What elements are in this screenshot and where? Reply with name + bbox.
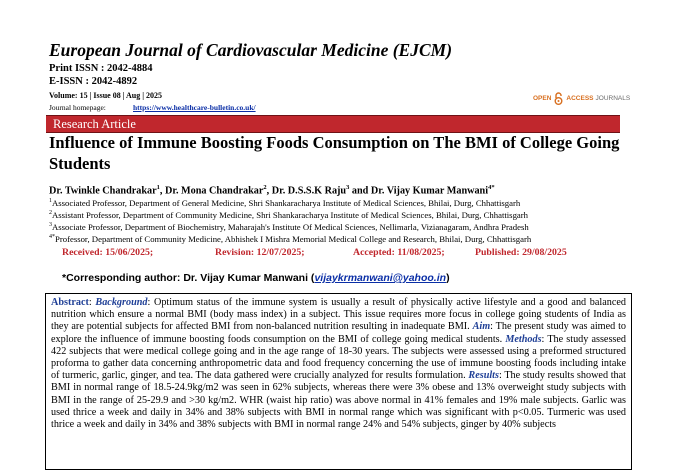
abstract-heading: Results	[468, 370, 499, 382]
author-sup: 1	[156, 184, 160, 191]
affiliation-text: Assistant Professor, Department of Community Medicine, Shri Shankaracharya Institute of Medical Sciences, Bhilai, Durg, Chhattisgarh	[52, 210, 529, 220]
corresponding-label: *Corresponding author: Dr. Vijay Kumar Manwani (	[62, 272, 315, 284]
abstract-section-text: : Optimum status of the immune system is usually a result of physically active lifestyle and a good and balanced nutrition which ensure a normal BMI (body mass index) in a subject. This issue requires more focus in college going students of India as they are potential subjects for affected BMI from non-balanced nutrition resulting in inadequate BMI.	[51, 297, 626, 333]
abstract-section-text: : The present study was aimed to explore the influence of immune boosting foods consumption on the BMI of college going medical students.	[51, 321, 627, 345]
abstract-text	[51, 297, 626, 431]
homepage-link[interactable]: https://www.healthcare-bulletin.co.uk/	[133, 103, 256, 112]
abstract-box	[45, 293, 632, 470]
corresponding-author	[62, 272, 450, 284]
author-separator: ,	[266, 185, 272, 197]
author-list	[49, 184, 495, 196]
affiliation-sup: 1	[49, 198, 52, 205]
received-date: Received: 15/06/2025;	[62, 247, 154, 258]
affiliation-sup: 4*	[49, 234, 55, 241]
author-name: Dr. Twinkle Chandrakar	[49, 185, 157, 197]
abstract-heading: Aim	[472, 321, 491, 333]
affiliation-sup: 3	[49, 222, 52, 229]
logo-journals-text: JOURNALS	[595, 94, 631, 102]
open-lock-icon	[553, 92, 564, 105]
abstract-label: Abstract	[51, 297, 89, 308]
affiliation	[49, 234, 531, 244]
journal-title: European Journal of Cardiovascular Medicine (EJCM)	[49, 40, 453, 60]
affiliation	[49, 222, 529, 232]
author-sup: 3	[346, 184, 350, 191]
abstract-label-sep: :	[88, 297, 96, 308]
article-title: Influence of Immune Boosting Foods Consumption on The BMI of College Going Students	[49, 133, 620, 173]
affiliation-text: Associate Professor, Department of Biochemistry, Maharajah's Institute Of Medical Sciences, Nellimarla, Vizianagaram, Andhra Pradesh	[52, 222, 529, 232]
volume-issue-line: Volume: 15 | Issue 08 | Aug | 2025	[49, 91, 163, 100]
corresponding-close: )	[446, 272, 450, 284]
author-name: Dr. Mona Chandrakar	[165, 185, 264, 197]
published-date: Published: 29/08/2025	[475, 247, 567, 258]
abstract-section-text: : The study results showed that BMI in normal range of 18.5-24.9kg/m2 was seen in 62% subjects, whereas there were 3% obese and 13% overweight study subjects with BMI in the range of 25-29.9 and >30 kg/m2. WHR (waist hip ratio) was above normal in 41% females and 19% male subjects. Garlic was used thrice a week and daily in 34% and 38% subjects with BMI in normal range which was significant with p<0.05. Turmeric was used thrice a week and daily in 34% and 38% subjects with BMI in normal range 24% and 54% subjects, ginger by 40% subjects	[51, 370, 627, 431]
affiliation-text: Professor, Department of Community Medicine, Abhishek I Mishra Memorial Medical College and Research, Bhilai, Durg, Chhattisgarh	[55, 234, 532, 244]
author-name: Dr. D.S.S.K Raju	[271, 185, 347, 197]
print-issn: Print ISSN : 2042-4884	[49, 63, 153, 74]
affiliation-sup: 2	[49, 210, 52, 217]
homepage-label: Journal homepage:	[49, 103, 106, 112]
logo-open-text: OPEN	[533, 94, 552, 102]
author-name: Dr. Vijay Kumar Manwani	[370, 185, 489, 197]
e-issn: E-ISSN : 2042-4892	[49, 76, 138, 87]
author-sup: 2	[263, 184, 267, 191]
affiliation	[49, 210, 528, 220]
author-separator: and	[349, 185, 371, 197]
revision-date: Revision: 12/07/2025;	[215, 247, 305, 258]
abstract-heading: Background	[95, 297, 148, 308]
affiliation-text: Associated Professor, Department of General Medicine, Shri Shankaracharya Institute of Medical Sciences, Bhilai, Durg, Chhattisgarh	[52, 198, 521, 208]
article-dates	[50, 247, 625, 259]
corresponding-email-link[interactable]: vijaykrmanwani@yahoo.in	[314, 272, 447, 284]
abstract-section-text: : The study assessed 422 subjects that were medical college going and in the age range of 18-30 years. The subjects were assessed using a preformed structured proforma to gather data concerning anthropometric data and food frequency concerning the use of immune boosting foods including intake of turmeric, garlic, ginger, and tea. The data gathered were crucially analyzed for results formulation.	[51, 333, 626, 382]
article-type-banner	[46, 115, 620, 133]
open-access-logo	[533, 90, 630, 106]
affiliation	[49, 198, 520, 208]
abstract-heading: Methods	[505, 333, 542, 345]
logo-access-text: ACCESS	[566, 94, 594, 102]
author-sup: 4*	[488, 184, 495, 191]
article-type-label: Research Article	[53, 117, 136, 131]
author-separator: ,	[159, 185, 165, 197]
accepted-date: Accepted: 11/08/2025;	[353, 247, 445, 258]
